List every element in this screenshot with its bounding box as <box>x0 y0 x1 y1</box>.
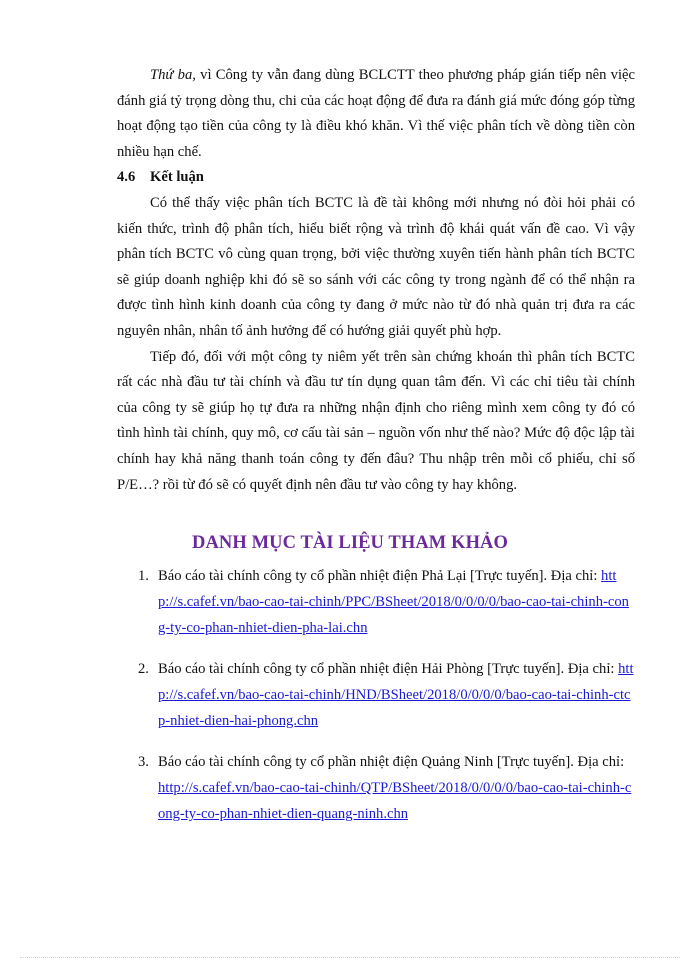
paragraph-third-point <box>117 63 635 165</box>
reference-text: Báo cáo tài chính công ty cổ phần nhiệt điện Phả Lại [Trực tuyến]. Địa chỉ: <box>158 568 602 584</box>
paragraph-lead-italic: Thứ ba, <box>150 67 196 83</box>
reference-link[interactable]: http://s.cafef.vn/bao-cao-tai-chinh/QTP/BSheet/2018/0/0/0/0/bao-cao-tai-chinh-cong-ty-co-phan-nhiet-dien-quang-ninh.chn <box>158 780 632 822</box>
reference-number: 1. <box>138 568 149 584</box>
reference-item <box>130 656 635 734</box>
section-heading <box>117 165 635 191</box>
references-title: DANH MỤC TÀI LIỆU THAM KHẢO <box>191 533 509 553</box>
references-list <box>130 563 635 842</box>
reference-text: Báo cáo tài chính công ty cổ phần nhiệt điện Hải Phòng [Trực tuyến]. Địa chỉ: <box>158 661 619 677</box>
section-number: 4.6 <box>117 169 136 186</box>
reference-item <box>130 563 635 641</box>
reference-link[interactable]: http://s.cafef.vn/bao-cao-tai-chinh/HND/BSheet/2018/0/0/0/0/bao-cao-tai-chinh-ctcp-nhiet-dien-hai-phong.chn <box>158 661 634 729</box>
reference-number: 3. <box>138 754 149 770</box>
paragraph-conclusion-2: Tiếp đó, đối với một công ty niêm yết trên sàn chứng khoán thì phân tích BCTC rất các nhà đầu tư tài chính và đầu tư tín dụng quan tâm đến. Vì các chỉ tiêu tài chính của công ty sẽ giúp họ tự đưa ra những nhận định cho riêng mình xem công ty đó có tình hình tài chính, quy mô, cơ cấu tài sản – nguồn vốn như thế nào? Mức độ độc lập tài chính hay khả năng thanh toán công ty đến đâu? Thu nhập trên mỗi cổ phiếu, chỉ số P/E…? rồi từ đó sẽ có quyết định nên đầu tư vào công ty hay không. <box>117 348 635 493</box>
reference-text: Báo cáo tài chính công ty cổ phần nhiệt điện Quảng Ninh [Trực tuyến]. Địa chỉ: <box>158 754 625 770</box>
reference-item <box>130 749 635 827</box>
body-text <box>117 63 635 498</box>
paragraph-text: vì Công ty vẫn đang dùng BCLCTT theo phương pháp gián tiếp nên việc đánh giá tỷ trọng dòng thu, chi của các hoạt động để đưa ra đánh giá mức đóng góp từng hoạt động tạo tiền của công ty là điều khó khăn. Vì thế việc phân tích về dòng tiền còn nhiều hạn chế. <box>117 67 635 160</box>
page-bottom-divider <box>20 957 680 958</box>
section-title: Kết luận <box>150 169 204 186</box>
paragraph-conclusion-1: Có thể thấy việc phân tích BCTC là đề tài không mới nhưng nó đòi hỏi phải có kiến thức, trình độ phân tích, hiểu biết rộng và trình độ khái quát vấn đề cao. Vì vậy phân tích BCTC vô cùng quan trọng, bởi việc thường xuyên tiến hành phân tích BCTC sẽ giúp doanh nghiệp khi đó sẽ so sánh với các công ty trong ngành để có thể nhận ra được tình hình kinh doanh của công ty đang ở mức nào từ đó nhà quản trị đưa ra các nguyên nhân, nhân tố ảnh hưởng để có hướng giải quyết phù hợp. <box>117 194 635 339</box>
reference-number: 2. <box>138 661 149 677</box>
reference-link[interactable]: http://s.cafef.vn/bao-cao-tai-chinh/PPC/BSheet/2018/0/0/0/0/bao-cao-tai-chinh-cong-ty-co-phan-nhiet-dien-pha-lai.chn <box>158 568 629 636</box>
